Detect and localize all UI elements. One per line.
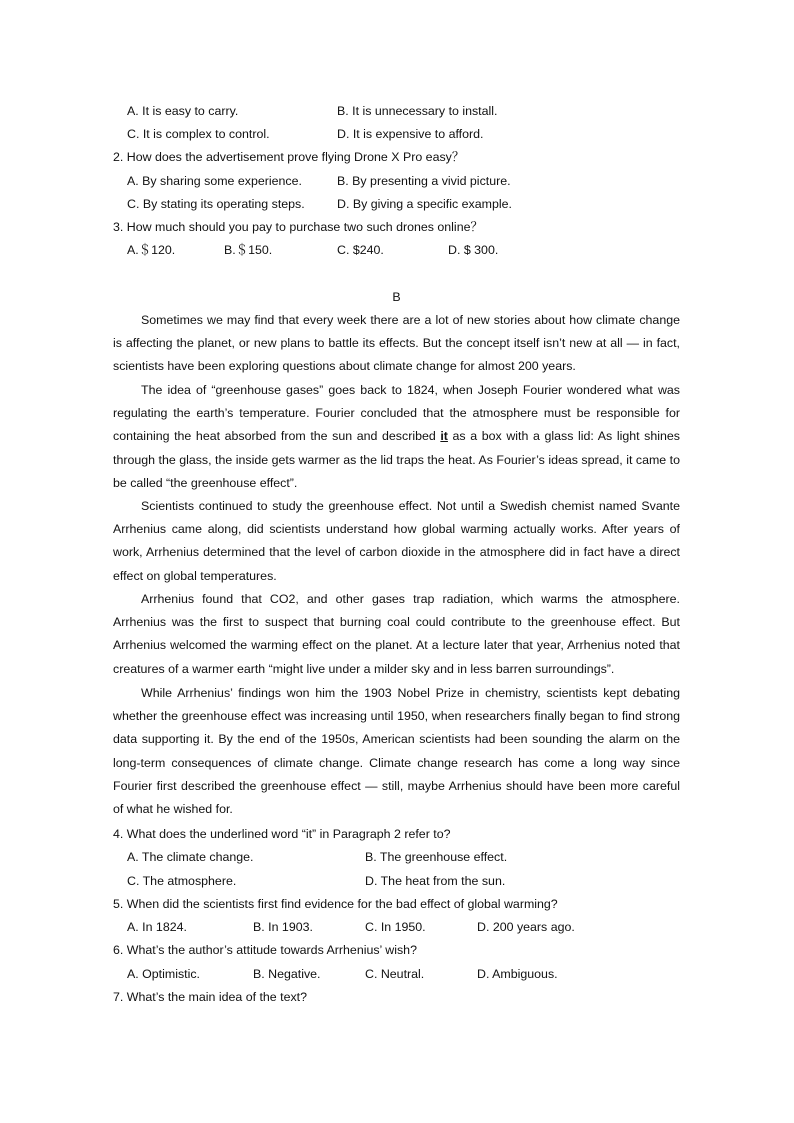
q7-question: 7. What’s the main idea of the text? [113,990,308,1004]
passage-paragraph-1: Sometimes we may find that every week there are a lot of new stories about how climate change is affecting the planet, or new plans to battle its effects. But the concept itself isn’t new at all — in fact, scientists have been exploring questions about climate change for almost 200 years. [113,313,680,374]
q4-option-c: C. The atmosphere. [127,874,237,888]
q1-option-b: B. It is unnecessary to install. [337,104,498,118]
q4-option-a: A. The climate change. [127,850,254,864]
section-heading: B [392,290,401,304]
q3-option-a: A.＄120. [127,243,176,257]
q2-option-a: A. By sharing some experience. [127,174,302,188]
q2-question: 2. How does the advertisement prove flying Drone X Pro easy？ [113,150,465,164]
q6-option-c: C. Neutral. [365,967,425,981]
q3-option-b: B.＄150. [224,243,273,257]
q1-option-c: C. It is complex to control. [127,127,270,141]
q4-option-d: D. The heat from the sun. [365,874,506,888]
q6-option-b: B. Negative. [253,967,321,981]
q2-option-d: D. By giving a specific example. [337,197,512,211]
q5-option-b: B. In 1903. [253,920,313,934]
paragraph-2-text-end: as a box with a glass lid: As light shines through the glass, the inside gets warmer as the lid traps the heat. As Fourier’s ideas spread, it came to be called “the greenhouse effect”. [113,429,680,490]
passage-paragraph-2 [113,379,680,495]
q4-question: 4. What does the underlined word “it” in Paragraph 2 refer to? [113,827,451,841]
q1-option-d: D. It is expensive to afford. [337,127,484,141]
q2-option-b: B. By presenting a vivid picture. [337,174,511,188]
paragraph-2-text-start: The idea of “greenhouse gases” goes back to 1824, when Joseph Fourier wondered what was regulating the earth’s temperature. Fourier concluded that the atmosphere must be responsible for containing the heat absorbed from the sun and described [113,383,680,444]
q3-option-d: D. $ 300. [448,243,499,257]
q1-option-a: A. It is easy to carry. [127,104,239,118]
q4-option-b: B. The greenhouse effect. [365,850,508,864]
q2-option-c: C. By stating its operating steps. [127,197,305,211]
q5-option-a: A. In 1824. [127,920,187,934]
q6-question: 6. What’s the author’s attitude towards Arrhenius’ wish? [113,943,417,957]
q5-option-d: D. 200 years ago. [477,920,575,934]
underlined-word: it [440,429,448,444]
passage-paragraph-3: Scientists continued to study the greenhouse effect. Not until a Swedish chemist named Svante Arrhenius came along, did scientists understand how global warming actually works. After years of work, Arrhenius determined that the level of carbon dioxide in the atmosphere did in fact have a direct effect on global temperatures. [113,499,680,583]
q6-option-a: A. Optimistic. [127,967,200,981]
passage-paragraph-4: Arrhenius found that CO2, and other gases trap radiation, which warms the atmosphere. Arrhenius was the first to suspect that burning coal could contribute to the greenhouse effect. But Arrhenius welcomed the warming effect on the planet. At a lecture later that year, Arrhenius noted that creatures of a warmer earth “might live under a milder sky and in less barren surroundings”. [113,592,680,676]
q3-question: 3. How much should you pay to purchase two such drones online？ [113,220,483,234]
q5-option-c: C. In 1950. [365,920,426,934]
passage-paragraph-5: While Arrhenius’ findings won him the 1903 Nobel Prize in chemistry, scientists kept debating whether the greenhouse effect was increasing until 1950, when researchers finally began to find strong data supporting it. By the end of the 1950s, American scientists had been sounding the alarm on the long-term consequences of climate change. Climate change research has come a long way since Fourier first described the greenhouse effect — still, maybe Arrhenius should have been more careful of what he wished for. [113,686,680,817]
q6-option-d: D. Ambiguous. [477,967,558,981]
q5-question: 5. When did the scientists first find evidence for the bad effect of global warming? [113,897,558,911]
q3-option-c: C. $240. [337,243,384,257]
